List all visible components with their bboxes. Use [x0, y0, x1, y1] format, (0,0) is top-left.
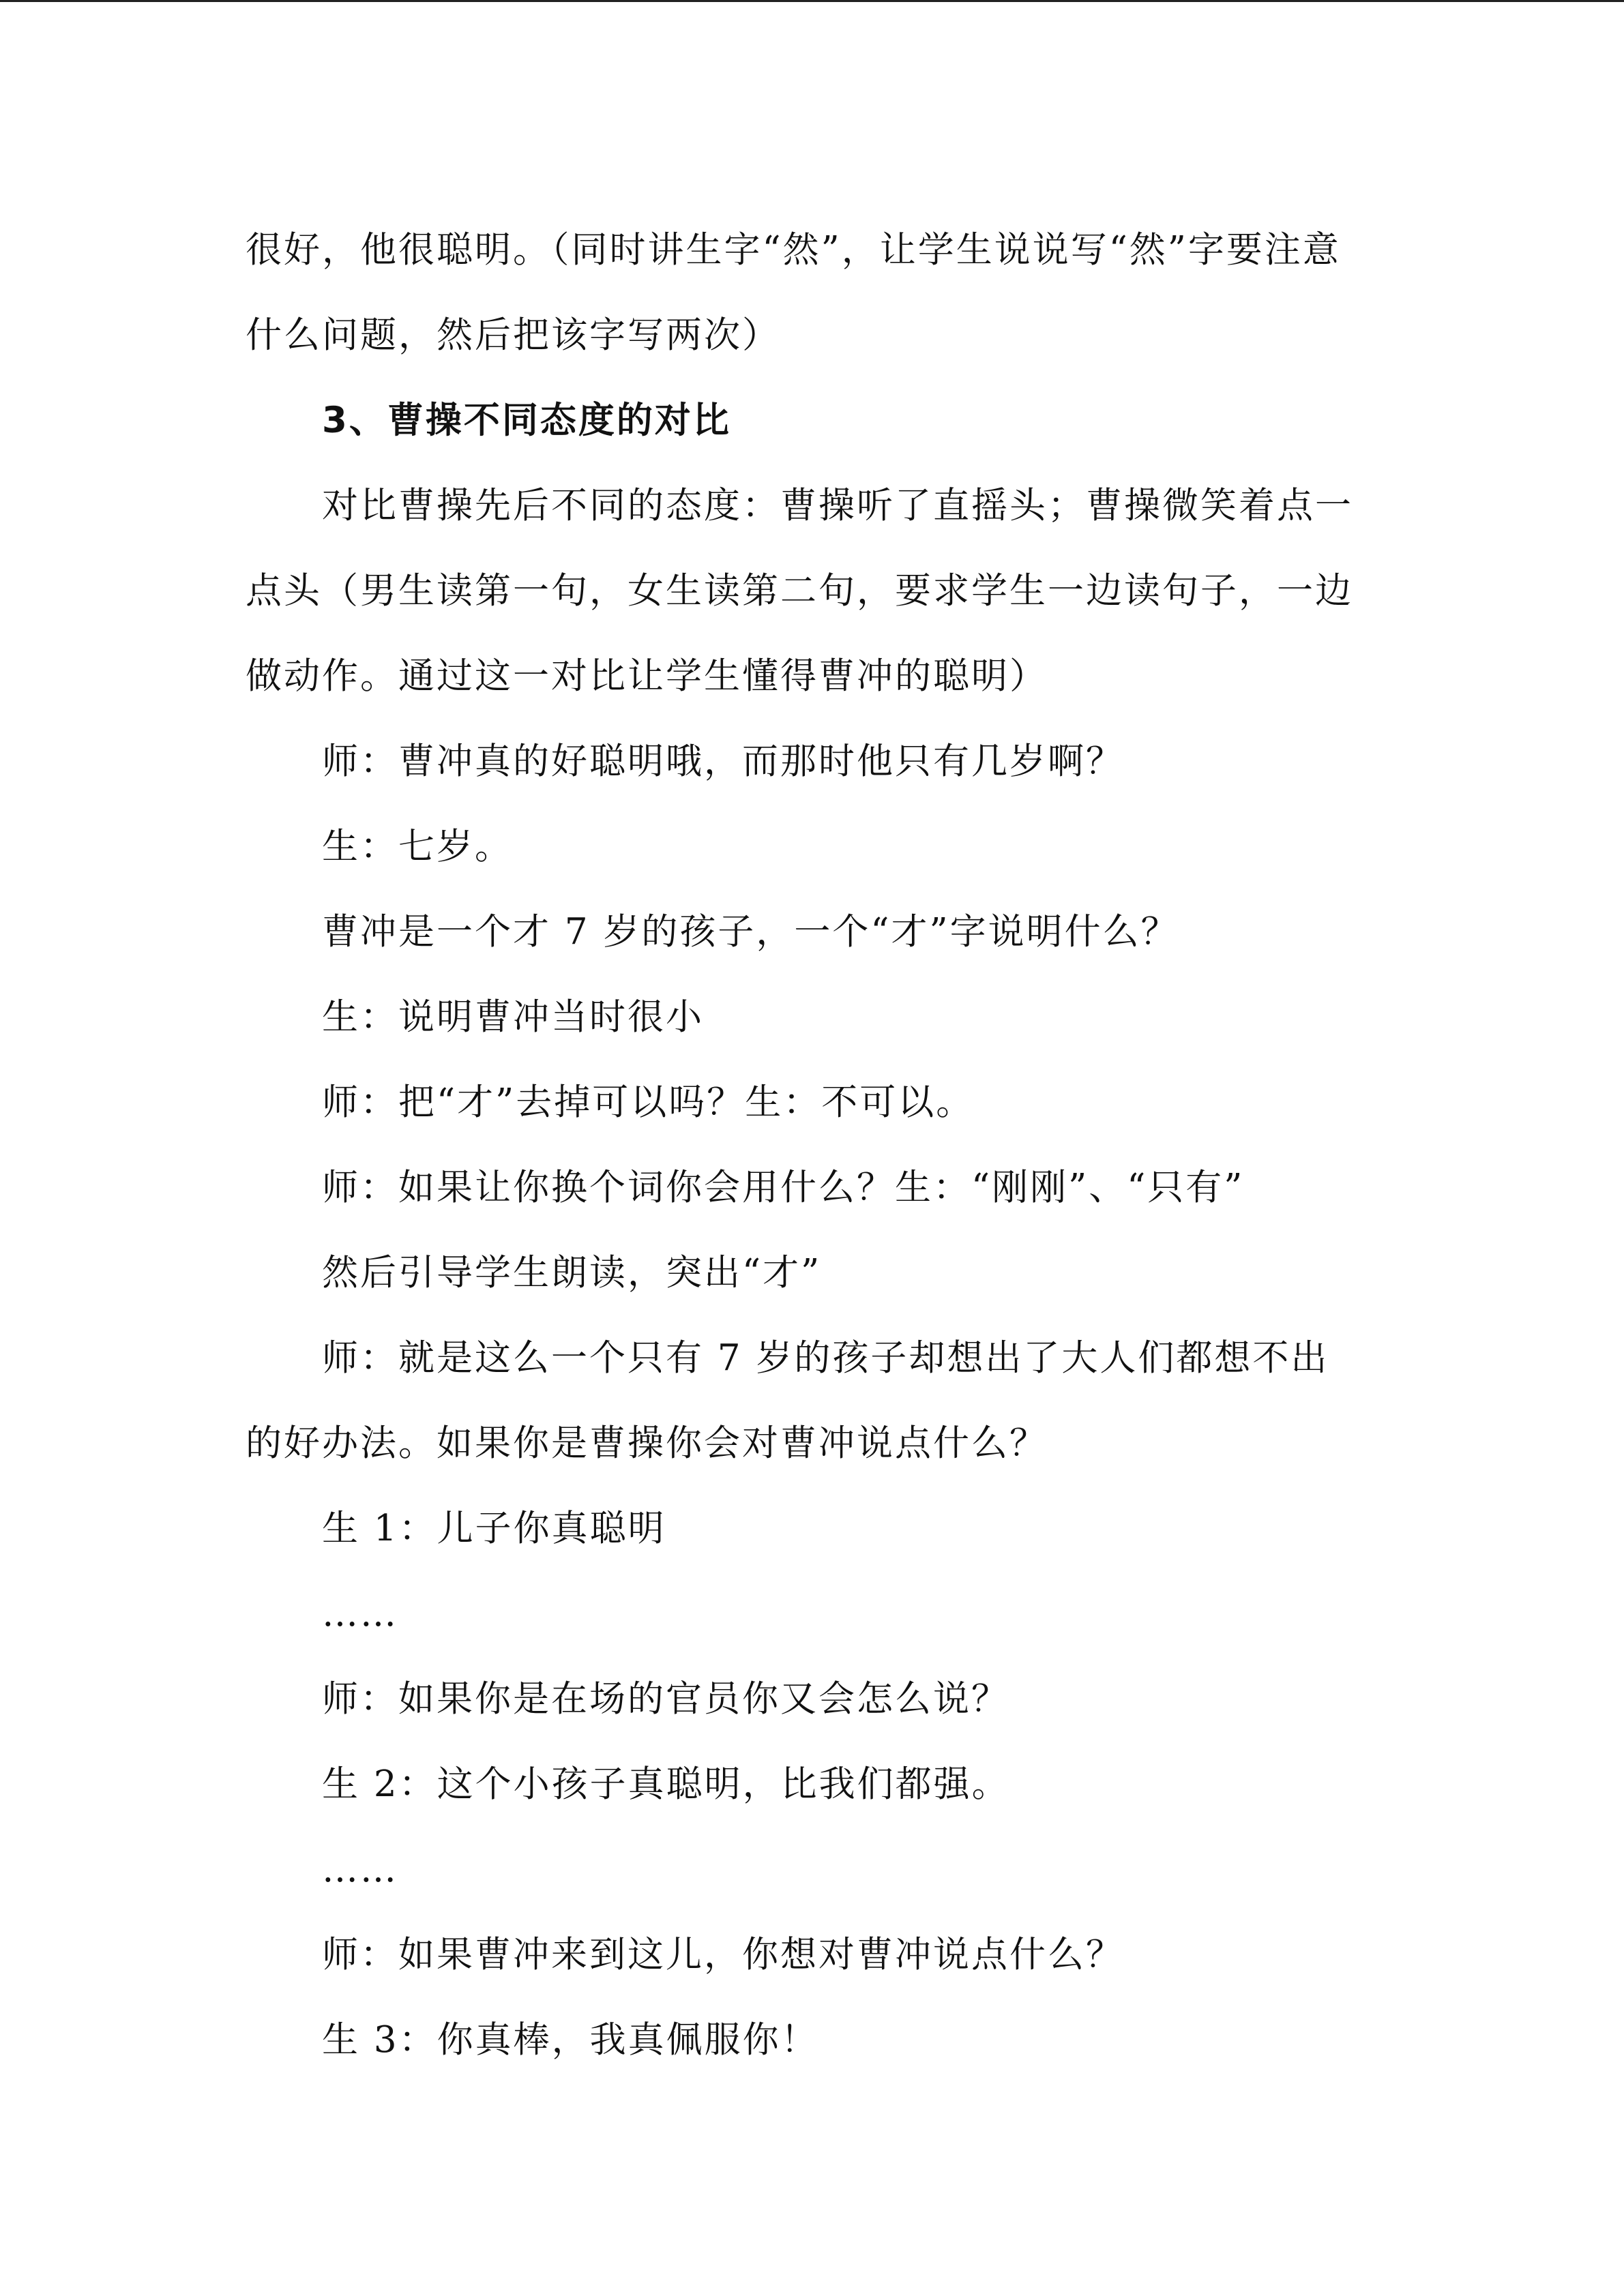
- dialogue-line: 生：七岁。: [322, 826, 513, 867]
- paragraph: 然后引导学生朗读，突出“才”: [322, 1252, 822, 1294]
- document-body: [246, 207, 1364, 2083]
- dialogue-line: 师：把“才”去掉可以吗？生：不可以。: [322, 1082, 975, 1123]
- paragraph: 对比曹操先后不同的态度：曹操听了直摇头；曹操微笑着点一点头（男生读第一句，女生读第二句，要求学生一边读句子，一边做动作。通过这一对比让学生懂得曹冲的聪明）: [246, 485, 1353, 697]
- dialogue-line: 师：如果你是在场的官员你又会怎么说？: [322, 1678, 1009, 1720]
- ellipsis-line: ……: [322, 1849, 398, 1890]
- dialogue-line: 师：就是这么一个只有 7 岁的孩子却想出了大人们都想不出的好办法。如果你是曹操你会对曹冲说点什么？: [246, 1337, 1329, 1464]
- dialogue-line: 生 2：这个小孩子真聪明，比我们都强。: [322, 1763, 1010, 1805]
- dialogue-line: 师：曹冲真的好聪明哦，而那时他只有几岁啊？: [322, 741, 1124, 782]
- dialogue-line: 曹冲是一个才 7 岁的孩子，一个“才”字说明什么？: [322, 911, 1179, 953]
- dialogue-line: 生：说明曹冲当时很小: [322, 996, 704, 1038]
- dialogue-line: 师：如果让你换个词你会用什么？生：“刚刚”、“只有”: [322, 1167, 1245, 1208]
- page-top-border: [0, 0, 1624, 2]
- paragraph: 很好，他很聪明。（同时讲生字“然”，让学生说说写“然”字要注意什么问题，然后把该字写两次）: [246, 229, 1341, 356]
- dialogue-line: 师：如果曹冲来到这儿，你想对曹冲说点什么？: [322, 1934, 1124, 1976]
- section-heading: 3、曹操不同态度的对比: [322, 400, 731, 441]
- ellipsis-line: ……: [322, 1593, 398, 1635]
- dialogue-line: 生 1：儿子你真聪明: [322, 1508, 666, 1549]
- dialogue-line: 生 3：你真棒，我真佩服你！: [322, 2019, 819, 2061]
